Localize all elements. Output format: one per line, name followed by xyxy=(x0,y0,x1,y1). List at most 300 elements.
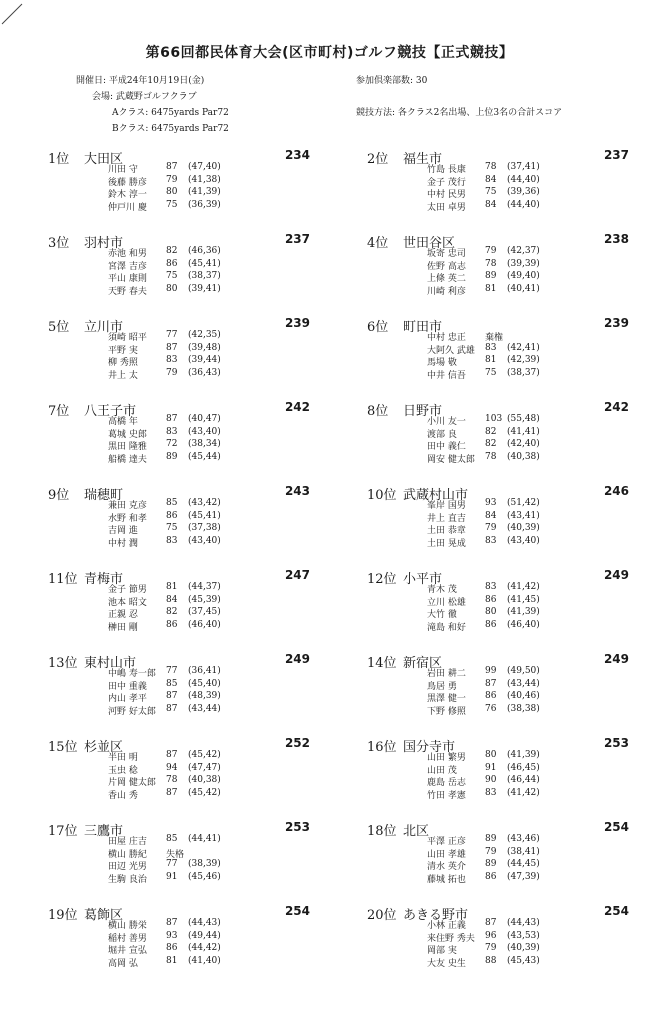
player-row xyxy=(427,666,627,679)
player-half-scores: (41,42) xyxy=(507,582,540,592)
player-name: 仲戸川 慶 xyxy=(108,202,147,213)
player-name: 青木 茂 xyxy=(427,585,457,595)
player-half-scores: (38,37) xyxy=(507,367,540,378)
player-name: 清水 英介 xyxy=(427,862,466,872)
team-name: 国分寺市 xyxy=(403,740,456,755)
player-name: 堀井 宣弘 xyxy=(108,946,147,956)
team-result-block xyxy=(367,736,629,801)
team-name: 世田谷区 xyxy=(403,236,456,251)
team-result-block xyxy=(48,904,310,969)
team-total-score: 254 xyxy=(603,904,629,918)
player-score: 77 xyxy=(166,666,178,676)
team-name: 町田市 xyxy=(403,320,443,335)
player-name: 平澤 正彦 xyxy=(427,837,466,847)
team-total-score: 239 xyxy=(284,316,310,330)
player-row xyxy=(108,343,308,356)
team-name: 武蔵村山市 xyxy=(403,488,469,503)
player-half-scores: (37,45) xyxy=(188,607,221,617)
team-rank: 16位 xyxy=(367,740,397,755)
player-name: 小川 友一 xyxy=(427,417,466,427)
class-b-info: Bクラス: 6475yards Par72 xyxy=(112,124,229,134)
player-half-scores: (39,36) xyxy=(507,187,540,197)
player-name: 井上 直吉 xyxy=(427,513,466,524)
player-name: 宮澤 吉彦 xyxy=(108,261,147,272)
player-row xyxy=(108,284,308,297)
player-score: 89 xyxy=(166,451,178,462)
team-total-score: 237 xyxy=(284,232,310,246)
player-half-scores: (45,39) xyxy=(188,594,221,605)
player-score: 86 xyxy=(485,594,497,605)
player-half-scores: (38,34) xyxy=(188,439,221,449)
player-name: 立川 松雄 xyxy=(427,597,466,608)
player-half-scores: (39,48) xyxy=(188,342,221,353)
player-half-scores: (44,40) xyxy=(507,174,540,185)
team-total-score: 238 xyxy=(603,232,629,246)
player-name: 高岡 弘 xyxy=(108,958,138,969)
player-half-scores: (47,40) xyxy=(188,162,221,172)
player-score: 80 xyxy=(485,750,497,760)
player-name: 金子 茂行 xyxy=(427,177,466,188)
player-list xyxy=(427,414,627,464)
team-result-block xyxy=(48,736,310,801)
player-row xyxy=(108,943,308,956)
player-row xyxy=(427,775,627,788)
player-name: 片岡 健太郎 xyxy=(108,778,156,788)
player-score: 83 xyxy=(166,426,178,437)
player-half-scores: (40,47) xyxy=(188,414,221,424)
team-name: 立川市 xyxy=(84,320,124,335)
player-name: 田辺 光男 xyxy=(108,862,147,872)
player-row xyxy=(427,536,627,549)
player-half-scores: (46,40) xyxy=(507,619,540,630)
player-score: 83 xyxy=(485,342,497,353)
player-half-scores: (38,41) xyxy=(507,846,540,857)
player-row xyxy=(427,162,627,175)
player-half-scores: (41,41) xyxy=(507,426,540,437)
team-total-score: 254 xyxy=(603,820,629,834)
team-result-block xyxy=(48,316,310,381)
player-score: 93 xyxy=(166,930,178,941)
event-date: 開催日: 平成24年10月19日(金) xyxy=(76,76,205,86)
player-name: 田屋 庄吉 xyxy=(108,837,147,847)
player-name: 土田 恭章 xyxy=(427,526,466,536)
player-row xyxy=(427,788,627,801)
player-score: 83 xyxy=(166,535,178,546)
player-row xyxy=(108,775,308,788)
player-score: 84 xyxy=(166,594,178,605)
team-total-score: 254 xyxy=(284,904,310,918)
player-row xyxy=(427,834,627,847)
player-row xyxy=(427,368,627,381)
player-row xyxy=(427,246,627,259)
team-rank: 19位 xyxy=(48,908,78,923)
player-row xyxy=(108,620,308,633)
player-list xyxy=(427,834,627,884)
player-name: 太田 卓男 xyxy=(427,202,466,213)
team-result-block xyxy=(367,400,629,465)
player-half-scores: (41,38) xyxy=(188,174,221,185)
team-name: 青梅市 xyxy=(84,572,124,587)
player-half-scores: (44,41) xyxy=(188,834,221,844)
player-row xyxy=(108,498,308,511)
player-name: 柳 秀照 xyxy=(108,358,138,368)
team-name: 北区 xyxy=(403,824,430,839)
team-result-block xyxy=(48,400,310,465)
team-rank: 11位 xyxy=(48,572,78,587)
player-score: 79 xyxy=(485,846,497,857)
player-half-scores: (43,42) xyxy=(188,498,221,508)
player-half-scores: (40,41) xyxy=(507,283,540,294)
player-score: 79 xyxy=(166,174,178,185)
player-name: 鈴木 淳一 xyxy=(108,190,147,200)
team-rank: 7位 xyxy=(48,404,70,419)
player-name: 竹島 長康 xyxy=(427,165,466,175)
player-name: 横山 勝紀 xyxy=(108,849,147,860)
player-half-scores: (46,45) xyxy=(507,762,540,773)
player-half-scores: (41,40) xyxy=(188,955,221,966)
player-row xyxy=(108,330,308,343)
player-score: 87 xyxy=(166,414,178,424)
team-total-score: 252 xyxy=(284,736,310,750)
player-half-scores: (38,39) xyxy=(188,859,221,869)
team-rank: 20位 xyxy=(367,908,397,923)
player-score: 83 xyxy=(166,355,178,365)
player-row xyxy=(427,750,627,763)
player-row xyxy=(108,452,308,465)
team-total-score: 249 xyxy=(603,652,629,666)
player-name: 内山 孝平 xyxy=(108,694,147,704)
player-name: 岩田 耕二 xyxy=(427,669,466,679)
player-half-scores: (45,46) xyxy=(188,871,221,882)
player-list xyxy=(427,666,627,716)
player-row xyxy=(108,259,308,272)
team-name: 杉並区 xyxy=(84,740,124,755)
player-score: 86 xyxy=(166,510,178,521)
player-name: 土田 晃成 xyxy=(427,538,466,549)
player-score: 86 xyxy=(166,943,178,953)
player-score: 81 xyxy=(166,582,178,592)
player-score: 77 xyxy=(166,330,178,340)
player-list xyxy=(108,498,308,548)
player-name: 船橋 達夫 xyxy=(108,454,147,465)
player-half-scores: (36,41) xyxy=(188,666,221,676)
player-score: 84 xyxy=(485,510,497,521)
player-score: 87 xyxy=(166,691,178,701)
team-result-block xyxy=(48,820,310,885)
team-result-block xyxy=(48,232,310,297)
team-result-block xyxy=(367,232,629,297)
player-score: 103 xyxy=(485,414,503,424)
player-score: 83 xyxy=(485,582,497,592)
team-name: 大田区 xyxy=(84,152,124,167)
player-row xyxy=(108,536,308,549)
player-half-scores: (39,44) xyxy=(188,355,221,365)
player-half-scores: (49,50) xyxy=(507,666,540,676)
player-name: 葛城 史郎 xyxy=(108,429,147,440)
player-half-scores: (51,42) xyxy=(507,498,540,508)
corner-stroke xyxy=(0,0,30,30)
player-score: 84 xyxy=(485,199,497,210)
player-row xyxy=(427,691,627,704)
player-list xyxy=(427,162,627,212)
player-score: 81 xyxy=(485,283,497,294)
player-half-scores: (46,44) xyxy=(507,775,540,785)
team-rank: 2位 xyxy=(367,152,389,167)
player-half-scores: (40,38) xyxy=(507,451,540,462)
player-half-scores: (45,41) xyxy=(188,258,221,269)
player-half-scores: (45,42) xyxy=(188,750,221,760)
page-title: 第66回都民体育大会(区市町村)ゴルフ競技【正式競技】 xyxy=(145,45,514,61)
player-row xyxy=(108,666,308,679)
player-half-scores: (46,40) xyxy=(188,619,221,630)
player-row xyxy=(108,750,308,763)
player-name: 黒澤 健一 xyxy=(427,694,466,704)
class-a-info: Aクラス: 6475yards Par72 xyxy=(112,108,229,118)
player-list xyxy=(427,330,627,380)
team-result-block xyxy=(367,568,629,633)
player-score: 87 xyxy=(166,750,178,760)
player-score: 89 xyxy=(485,834,497,844)
player-name: 中村 民男 xyxy=(427,190,466,200)
player-name: 榊田 剛 xyxy=(108,622,138,633)
player-score: 78 xyxy=(485,258,497,269)
player-score: 82 xyxy=(166,246,178,256)
player-score: 75 xyxy=(166,523,178,533)
player-name: 田中 義仁 xyxy=(427,442,466,452)
player-score: 79 xyxy=(485,943,497,953)
player-row xyxy=(108,187,308,200)
player-score: 87 xyxy=(166,162,178,172)
team-rank: 6位 xyxy=(367,320,389,335)
player-half-scores: (49,44) xyxy=(188,930,221,941)
player-row xyxy=(427,511,627,524)
player-row xyxy=(108,582,308,595)
player-row xyxy=(108,175,308,188)
player-name: 滝島 和好 xyxy=(427,622,466,633)
team-rank: 10位 xyxy=(367,488,397,503)
player-row xyxy=(108,511,308,524)
team-rank: 17位 xyxy=(48,824,78,839)
player-name: 大阿久 武雄 xyxy=(427,345,475,356)
team-result-block xyxy=(48,148,310,213)
player-row xyxy=(427,872,627,885)
team-rank: 4位 xyxy=(367,236,389,251)
player-score: 86 xyxy=(166,258,178,269)
team-result-block xyxy=(367,904,629,969)
team-total-score: 246 xyxy=(603,484,629,498)
player-name: 大竹 徹 xyxy=(427,610,457,620)
player-row xyxy=(427,918,627,931)
player-half-scores: (38,37) xyxy=(188,271,221,281)
player-half-scores: (41,45) xyxy=(507,594,540,605)
player-score: 82 xyxy=(485,426,497,437)
player-score: 80 xyxy=(166,283,178,294)
player-row xyxy=(108,859,308,872)
team-rank: 12位 xyxy=(367,572,397,587)
player-score: 91 xyxy=(485,762,497,773)
player-half-scores: (44,42) xyxy=(188,943,221,953)
player-score: 87 xyxy=(166,342,178,353)
team-rank: 15位 xyxy=(48,740,78,755)
player-score: 96 xyxy=(485,930,497,941)
player-list xyxy=(108,246,308,296)
player-list xyxy=(108,918,308,968)
player-name: 川田 守 xyxy=(108,165,138,175)
team-rank: 8位 xyxy=(367,404,389,419)
player-half-scores: (40,39) xyxy=(507,943,540,953)
player-score: 93 xyxy=(485,498,497,508)
player-name: 竹田 孝憲 xyxy=(427,790,466,801)
player-score: 79 xyxy=(485,523,497,533)
player-score: 83 xyxy=(485,787,497,798)
player-name: 田中 重義 xyxy=(108,681,147,692)
player-row xyxy=(427,582,627,595)
player-row xyxy=(108,956,308,969)
player-score: 89 xyxy=(485,271,497,281)
player-name: 平野 実 xyxy=(108,345,138,356)
player-name: 岡部 実 xyxy=(427,946,457,956)
player-row xyxy=(427,355,627,368)
team-result-block xyxy=(367,484,629,549)
team-rank: 1位 xyxy=(48,152,70,167)
player-score: 77 xyxy=(166,859,178,869)
player-half-scores: (47,47) xyxy=(188,762,221,773)
player-half-scores: (45,43) xyxy=(507,955,540,966)
player-half-scores: (43,40) xyxy=(188,426,221,437)
player-row xyxy=(427,943,627,956)
player-row xyxy=(427,271,627,284)
player-half-scores: (41,39) xyxy=(188,187,221,197)
player-half-scores: (47,39) xyxy=(507,871,540,882)
player-name: 香山 秀 xyxy=(108,790,138,801)
player-half-scores: (45,42) xyxy=(188,787,221,798)
player-name: 小林 正義 xyxy=(427,921,466,931)
player-name: 黒田 隆雅 xyxy=(108,442,147,452)
player-row xyxy=(108,788,308,801)
player-score: 86 xyxy=(485,691,497,701)
player-score: 81 xyxy=(485,355,497,365)
participating-clubs: 参加倶楽部数: 30 xyxy=(356,76,428,86)
player-half-scores: (39,41) xyxy=(188,283,221,294)
player-score: 82 xyxy=(485,439,497,449)
player-list xyxy=(108,834,308,884)
player-score: 99 xyxy=(485,666,497,676)
player-name: 川崎 利彦 xyxy=(427,286,466,297)
player-score: 失格 xyxy=(166,849,185,860)
player-score: 89 xyxy=(485,859,497,869)
team-name: 八王子市 xyxy=(84,404,137,419)
player-name: 正親 忍 xyxy=(108,610,138,620)
player-row xyxy=(427,620,627,633)
team-name: あきる野市 xyxy=(403,908,469,923)
player-list xyxy=(108,750,308,800)
player-name: 山田 茂 xyxy=(427,765,457,776)
player-half-scores: (48,39) xyxy=(188,691,221,701)
player-row xyxy=(427,414,627,427)
player-score: 棄権 xyxy=(485,333,504,343)
player-row xyxy=(108,271,308,284)
player-list xyxy=(427,498,627,548)
player-row xyxy=(427,343,627,356)
player-name: 中村 潤 xyxy=(108,538,138,549)
team-name: 葛飾区 xyxy=(84,908,124,923)
player-name: 上條 英二 xyxy=(427,274,466,284)
player-half-scores: (43,53) xyxy=(507,930,540,941)
player-half-scores: (45,40) xyxy=(188,678,221,689)
team-total-score: 234 xyxy=(284,148,310,162)
player-name: 兼田 克彦 xyxy=(108,501,147,511)
player-score: 86 xyxy=(485,871,497,882)
player-row xyxy=(108,607,308,620)
player-half-scores: (44,43) xyxy=(507,918,540,928)
player-list xyxy=(108,330,308,380)
team-rank: 14位 xyxy=(367,656,397,671)
player-half-scores: (43,40) xyxy=(507,535,540,546)
player-score: 90 xyxy=(485,775,497,785)
player-half-scores: (41,39) xyxy=(507,607,540,617)
player-score: 85 xyxy=(166,678,178,689)
player-row xyxy=(427,607,627,620)
team-total-score: 249 xyxy=(284,652,310,666)
player-name: 鳥居 勇 xyxy=(427,681,457,692)
player-half-scores: (40,38) xyxy=(188,775,221,785)
player-name: 稲村 善男 xyxy=(108,933,147,944)
player-row xyxy=(427,284,627,297)
player-list xyxy=(427,582,627,632)
player-row xyxy=(108,523,308,536)
team-rank: 5位 xyxy=(48,320,70,335)
player-row xyxy=(108,162,308,175)
player-row xyxy=(427,956,627,969)
team-total-score: 253 xyxy=(603,736,629,750)
player-half-scores: (45,41) xyxy=(188,510,221,521)
player-score: 78 xyxy=(166,775,178,785)
player-name: 山田 繁男 xyxy=(427,753,466,763)
player-name: 坂寄 忠司 xyxy=(427,249,466,259)
player-name: 吉岡 進 xyxy=(108,526,138,536)
team-total-score: 242 xyxy=(603,400,629,414)
player-name: 後藤 勝彦 xyxy=(108,177,147,188)
player-row xyxy=(108,691,308,704)
team-rank: 13位 xyxy=(48,656,78,671)
player-name: 金子 節男 xyxy=(108,585,147,595)
player-half-scores: (41,42) xyxy=(507,787,540,798)
player-row xyxy=(427,200,627,213)
player-name: 鹿島 岳志 xyxy=(427,778,466,788)
team-name: 三鷹市 xyxy=(84,824,124,839)
team-name: 福生市 xyxy=(403,152,443,167)
player-name: 生駒 良治 xyxy=(108,874,147,885)
player-score: 75 xyxy=(166,199,178,210)
player-half-scores: (49,40) xyxy=(507,271,540,281)
player-score: 82 xyxy=(166,607,178,617)
player-row xyxy=(108,872,308,885)
player-row xyxy=(108,763,308,776)
player-half-scores: (42,40) xyxy=(507,439,540,449)
player-half-scores: (55,48) xyxy=(507,414,540,424)
team-name: 日野市 xyxy=(403,404,443,419)
team-name: 羽村市 xyxy=(84,236,124,251)
player-half-scores: (42,35) xyxy=(188,330,221,340)
player-name: 中井 信吾 xyxy=(427,370,466,381)
player-score: 87 xyxy=(166,918,178,928)
player-list xyxy=(427,246,627,296)
team-name: 東村山市 xyxy=(84,656,137,671)
player-name: 来住野 秀夫 xyxy=(427,933,475,944)
team-result-block xyxy=(367,148,629,213)
player-row xyxy=(108,368,308,381)
player-name: 赤池 和男 xyxy=(108,249,147,259)
